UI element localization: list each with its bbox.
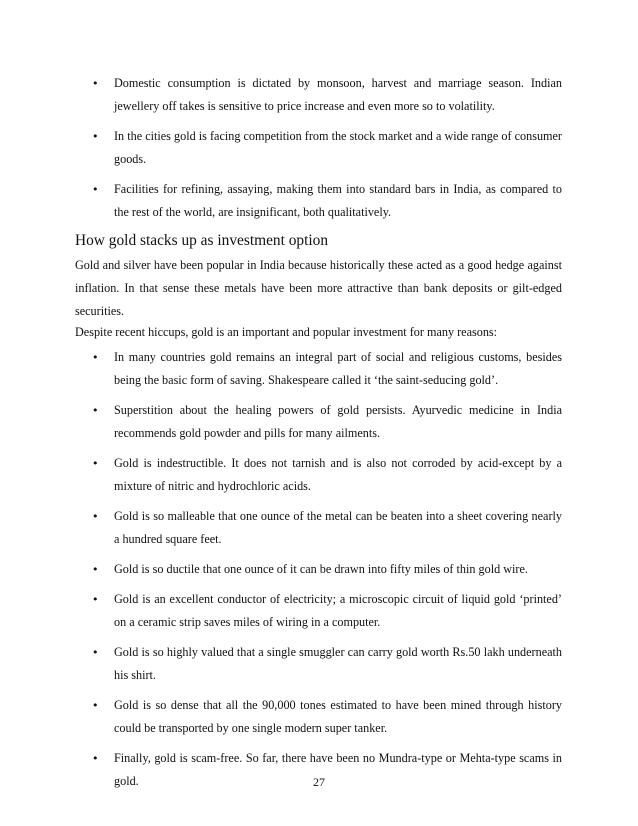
bullet-icon: • [92, 699, 99, 712]
list-item [0, 125, 638, 171]
list-item [0, 558, 638, 581]
bullet-icon: • [92, 510, 99, 523]
section-heading: How gold stacks up as investment option [75, 232, 329, 249]
list-item [0, 505, 638, 551]
bullet-icon: • [92, 77, 99, 90]
list-item-text: Gold is an excellent conductor of electricity; a microscopic circuit of liquid gold ‘printed’ on a ceramic strip saves miles of wiring in a computer. [114, 592, 562, 629]
list-item [0, 452, 638, 498]
list-item [0, 72, 638, 118]
list-item [0, 694, 638, 740]
list-item-text: In the cities gold is facing competition from the stock market and a wide range of consumer goods. [114, 129, 562, 166]
list-item-text: Facilities for refining, assaying, making them into standard bars in India, as compared to the rest of the world, are insignificant, both qualitatively. [114, 182, 562, 219]
list-item-text: In many countries gold remains an integral part of social and religious customs, besides being the basic form of saving. Shakespeare called it ‘the saint-seducing gold’. [114, 350, 562, 387]
list-item-text: Gold is so dense that all the 90,000 tones estimated to have been mined through history could be transported by one single modern super tanker. [114, 698, 562, 735]
list-item-text: Gold is so ductile that one ounce of it can be drawn into fifty miles of thin gold wire. [114, 562, 528, 576]
list-item-text: Gold is so highly valued that a single smuggler can carry gold worth Rs.50 lakh underneath his shirt. [114, 645, 562, 682]
top-bullet-list [0, 72, 638, 224]
list-item-text: Domestic consumption is dictated by monsoon, harvest and marriage season. Indian jewellery off takes is sensitive to price increase and even more so to volatility. [114, 76, 562, 113]
bullet-icon: • [92, 183, 99, 196]
bullet-icon: • [92, 593, 99, 606]
bullet-icon: • [92, 351, 99, 364]
bullet-icon: • [92, 646, 99, 659]
reasons-list [0, 346, 638, 793]
bullet-icon: • [92, 130, 99, 143]
bullet-icon: • [92, 404, 99, 417]
list-item [0, 641, 638, 687]
bullet-icon: • [92, 457, 99, 470]
list-item [0, 399, 638, 445]
list-item-text: Gold is indestructible. It does not tarnish and is also not corroded by acid-except by a mixture of nitric and hydrochloric acids. [114, 456, 562, 493]
list-item [0, 178, 638, 224]
list-item-text: Superstition about the healing powers of gold persists. Ayurvedic medicine in India recommends gold powder and pills for many ailments. [114, 403, 562, 440]
bullet-icon: • [92, 752, 99, 765]
lead-in-paragraph: Despite recent hiccups, gold is an important and popular investment for many reasons: [75, 325, 498, 339]
list-item [0, 346, 638, 392]
intro-paragraph: Gold and silver have been popular in India because historically these acted as a good hedge against inflation. In that sense these metals have been more attractive than bank deposits or gilt-edged securities. [75, 258, 562, 318]
list-item-text: Gold is so malleable that one ounce of the metal can be beaten into a sheet covering nearly a hundred square feet. [114, 509, 562, 546]
bullet-icon: • [92, 563, 99, 576]
list-item [0, 588, 638, 634]
list-item-text: Finally, gold is scam-free. So far, there have been no Mundra-type or Mehta-type scams in gold. [114, 751, 562, 788]
page-number: 27 [313, 775, 325, 789]
